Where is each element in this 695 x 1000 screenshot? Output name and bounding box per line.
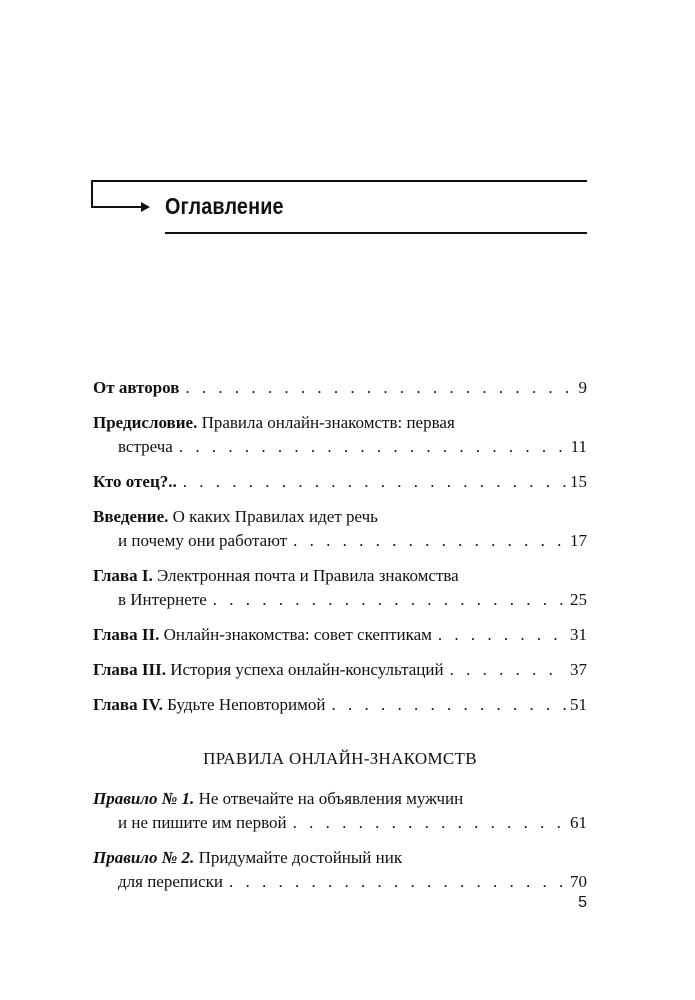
leader-dots xyxy=(179,435,567,459)
toc-page-number: 9 xyxy=(578,378,587,397)
header-bracket-rule xyxy=(91,180,93,207)
toc-entry-continuation: и не пишите им первой xyxy=(118,813,287,832)
table-of-contents xyxy=(93,376,587,905)
leader-dots xyxy=(183,470,566,494)
toc-entry-rule-1[interactable] xyxy=(93,787,587,835)
toc-page-number: 31 xyxy=(570,625,587,644)
toc-entry-text: История успеха онлайн-консультаций xyxy=(165,660,444,679)
toc-page-number: 11 xyxy=(570,437,587,456)
toc-entry-lead: Глава I. xyxy=(93,566,153,585)
page-number: 5 xyxy=(578,894,587,911)
section-title: ПРАВИЛА ОНЛАЙН-ЗНАКОМСТВ xyxy=(203,749,477,768)
toc-page-number: 61 xyxy=(570,813,587,832)
toc-entry-rule-2[interactable] xyxy=(93,846,587,894)
toc-entry-authors[interactable] xyxy=(93,376,587,400)
leader-dots xyxy=(293,811,566,835)
toc-entry-lead: Предисловие. xyxy=(93,413,198,432)
toc-entry-chapter-3[interactable] xyxy=(93,658,587,682)
toc-entry-lead: Глава IV. xyxy=(93,695,163,714)
toc-entry-chapter-4[interactable] xyxy=(93,693,587,717)
toc-page-number: 70 xyxy=(570,872,587,891)
toc-entry-introduction[interactable] xyxy=(93,505,587,553)
leader-dots xyxy=(332,693,566,717)
toc-entry-text: Будьте Неповторимой xyxy=(162,695,326,714)
toc-entry-lead: Кто отец?.. xyxy=(93,472,177,491)
toc-entry-lead: Глава II. xyxy=(93,625,160,644)
toc-entry-text: Не отвечайте на объявления мужчин xyxy=(194,789,464,808)
leader-dots xyxy=(438,623,566,647)
toc-entry-continuation: в Интернете xyxy=(118,590,207,609)
toc-entry-chapter-2[interactable] xyxy=(93,623,587,647)
toc-entry-text: Правила онлайн-знакомств: первая xyxy=(197,413,455,432)
leader-dots xyxy=(185,376,574,400)
header-top-rule xyxy=(91,180,587,182)
leader-dots xyxy=(213,588,566,612)
toc-entry-text: О каких Правилах идет речь xyxy=(168,507,378,526)
header-arrow-shaft xyxy=(91,206,143,208)
toc-page-number: 17 xyxy=(570,531,587,550)
toc-page-number: 15 xyxy=(570,472,587,491)
toc-entry-text: Электронная почта и Правила знакомства xyxy=(152,566,459,585)
leader-dots xyxy=(293,529,566,553)
toc-entry-lead: Введение. xyxy=(93,507,169,526)
toc-entry-continuation: встреча xyxy=(118,437,173,456)
toc-page-number: 25 xyxy=(570,590,587,609)
arrow-right-icon xyxy=(141,202,150,212)
toc-entry-text: Придумайте достойный ник xyxy=(194,848,403,867)
leader-dots xyxy=(229,870,566,894)
toc-entry-text: Онлайн-знакомства: совет скептикам xyxy=(159,625,432,644)
page-title: Оглавление xyxy=(165,193,284,219)
toc-entry-continuation: и почему они работают xyxy=(118,531,288,550)
toc-page-number: 51 xyxy=(570,695,587,714)
toc-entry-preface[interactable] xyxy=(93,411,587,459)
toc-entry-lead: Глава III. xyxy=(93,660,166,679)
toc-entry-father[interactable] xyxy=(93,470,587,494)
toc-entry-lead: Правило № 1. xyxy=(93,789,195,808)
toc-entry-continuation: для переписки xyxy=(118,872,223,891)
toc-page-number: 37 xyxy=(570,660,587,679)
header-bottom-rule xyxy=(165,232,587,234)
leader-dots xyxy=(450,658,566,682)
toc-entry-lead: Правило № 2. xyxy=(93,848,195,867)
toc-entry-lead: От авторов xyxy=(93,378,180,397)
toc-entry-chapter-1[interactable] xyxy=(93,564,587,612)
